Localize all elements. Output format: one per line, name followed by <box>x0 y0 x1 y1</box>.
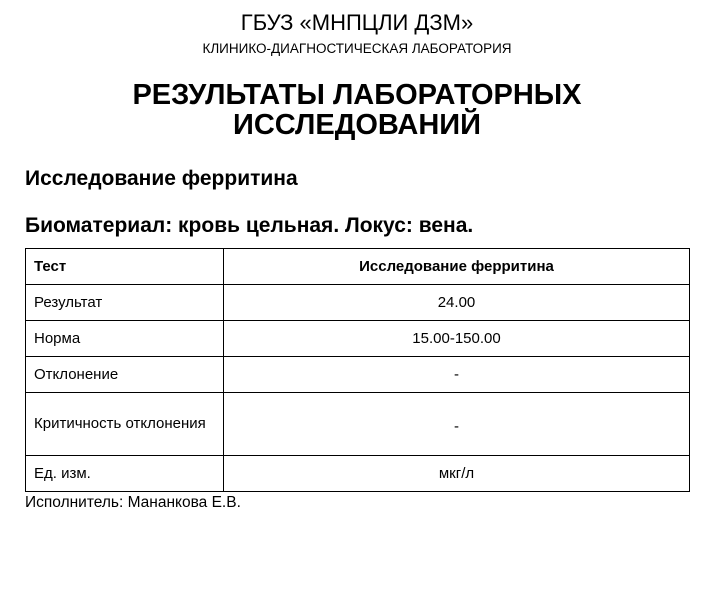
table-row-deviation <box>26 357 690 393</box>
table-header-row <box>26 249 690 285</box>
table-row-units <box>26 456 690 492</box>
document-title-line-2: ИССЛЕДОВАНИЙ <box>233 109 481 141</box>
row-value: 24.00 <box>224 285 690 321</box>
document-title-line-1: РЕЗУЛЬТАТЫ ЛАБОРАТОРНЫХ <box>132 79 582 111</box>
row-label: Норма <box>26 321 224 357</box>
row-label: Отклонение <box>26 357 224 393</box>
row-label: Ед. изм. <box>26 456 224 492</box>
table-row-criticality <box>26 393 690 456</box>
biomaterial-line: Биоматериал: кровь цельная. Локус: вена. <box>25 214 474 237</box>
executor-line: Исполнитель: Мананкова Е.В. <box>25 494 241 511</box>
row-value: - <box>224 393 690 456</box>
header-cell-study: Исследование ферритина <box>224 249 690 285</box>
study-title: Исследование ферритина <box>25 167 298 190</box>
document-title <box>0 80 714 140</box>
row-label: Критичность отклонения <box>26 393 224 456</box>
row-value: - <box>224 357 690 393</box>
row-label: Результат <box>26 285 224 321</box>
organization-name: ГБУЗ «МНПЦЛИ ДЗМ» <box>240 10 474 35</box>
laboratory-name: КЛИНИКО-ДИАГНОСТИЧЕСКАЯ ЛАБОРАТОРИЯ <box>202 41 512 56</box>
header-cell-test: Тест <box>26 249 224 285</box>
row-value: 15.00-150.00 <box>224 321 690 357</box>
table-row-norm <box>26 321 690 357</box>
row-value: мкг/л <box>224 456 690 492</box>
table-row-result <box>26 285 690 321</box>
results-table <box>25 248 690 492</box>
